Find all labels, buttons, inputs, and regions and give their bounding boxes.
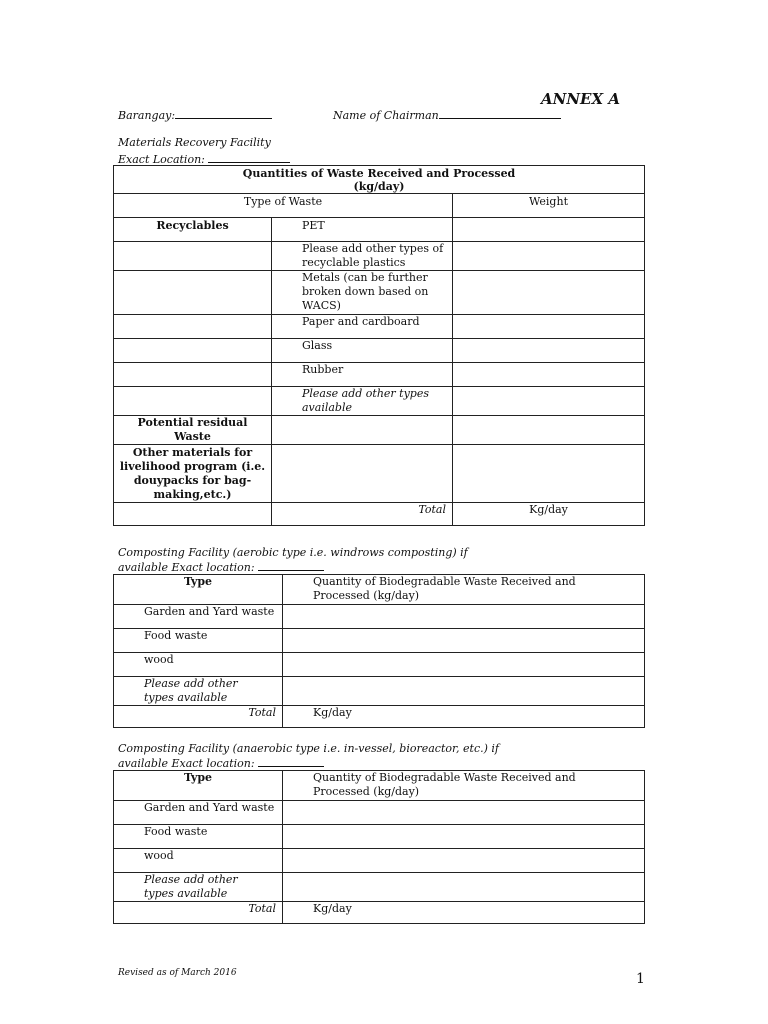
- barangay-field: [118, 107, 272, 122]
- quantity-cell[interactable]: [283, 605, 645, 629]
- quantity-cell[interactable]: [283, 629, 645, 653]
- quantity-cell[interactable]: [283, 825, 645, 849]
- mrf-table-title: [114, 166, 645, 194]
- weight-cell[interactable]: [453, 445, 645, 503]
- weight-cell[interactable]: [453, 363, 645, 387]
- table-row: [114, 315, 645, 339]
- col-type: Type: [114, 575, 283, 605]
- type-label: Garden and Yard waste: [114, 801, 283, 825]
- total-unit: Kg/day: [283, 902, 645, 924]
- weight-cell[interactable]: [453, 387, 645, 416]
- quantity-cell[interactable]: [283, 849, 645, 873]
- col-quantity: Quantity of Biodegradable Waste Received and Processed (kg/day): [283, 771, 645, 801]
- table-row: [114, 416, 645, 445]
- chairman-blank[interactable]: [439, 107, 561, 119]
- table-header-row: [114, 575, 645, 605]
- mrf-location-field: [118, 151, 290, 166]
- type-label: wood: [114, 849, 283, 873]
- empty-cell: [114, 363, 272, 387]
- item-label: Glass: [272, 339, 453, 363]
- table-row: [114, 363, 645, 387]
- empty-cell: [114, 387, 272, 416]
- table-row: [114, 677, 645, 706]
- table-row: [114, 339, 645, 363]
- total-label: Total: [114, 902, 283, 924]
- table-row: [114, 242, 645, 271]
- chairman-field: [333, 107, 561, 122]
- table-row: [114, 849, 645, 873]
- empty-cell: [114, 339, 272, 363]
- exact-location-label: Exact Location:: [118, 153, 205, 166]
- type-label: Garden and Yard waste: [114, 605, 283, 629]
- quantity-cell[interactable]: [283, 653, 645, 677]
- mrf-label: Materials Recovery Facility: [118, 136, 271, 149]
- item-label: Please add other types available: [272, 387, 453, 416]
- item-label: PET: [272, 218, 453, 242]
- quantity-cell[interactable]: [283, 873, 645, 902]
- total-label: Total: [114, 706, 283, 728]
- residual-waste-label: Potential residual Waste: [114, 416, 272, 445]
- anaerobic-table: [113, 770, 645, 924]
- total-label: Total: [272, 503, 453, 526]
- type-label: Food waste: [114, 825, 283, 849]
- quantity-cell[interactable]: [283, 677, 645, 706]
- aerobic-table: [113, 574, 645, 728]
- empty-cell: [114, 315, 272, 339]
- empty-cell[interactable]: [272, 445, 453, 503]
- total-row: [114, 503, 645, 526]
- anaerobic-caption: [118, 742, 499, 770]
- chairman-label: Name of Chairman: [333, 109, 439, 122]
- empty-cell: [114, 242, 272, 271]
- aerobic-location-label: available Exact location:: [118, 561, 255, 574]
- type-label: Please add other types available: [114, 677, 283, 706]
- item-label: Please add other types of recyclable plastics: [272, 242, 453, 271]
- exact-location-blank[interactable]: [208, 151, 290, 163]
- empty-cell: [114, 271, 272, 315]
- total-unit: Kg/day: [453, 503, 645, 526]
- revision-note: Revised as of March 2016: [118, 968, 237, 978]
- total-unit: Kg/day: [283, 706, 645, 728]
- weight-cell[interactable]: [453, 218, 645, 242]
- col-quantity: Quantity of Biodegradable Waste Received and Processed (kg/day): [283, 575, 645, 605]
- aerobic-caption-line-2: [118, 559, 468, 574]
- weight-cell[interactable]: [453, 315, 645, 339]
- annex-title: ANNEX A: [541, 90, 620, 108]
- anaerobic-caption-line-1: Composting Facility (anaerobic type i.e. in-vessel, bioreactor, etc.) if: [118, 742, 500, 755]
- table-row: [114, 218, 645, 242]
- anaerobic-location-label: available Exact location:: [118, 757, 255, 770]
- weight-cell[interactable]: [453, 339, 645, 363]
- aerobic-caption: [118, 546, 468, 574]
- anaerobic-location-blank[interactable]: [258, 755, 324, 767]
- table-row: [114, 801, 645, 825]
- category-recyclables: Recyclables: [114, 218, 272, 242]
- barangay-blank[interactable]: [175, 107, 272, 119]
- table-title-row: [114, 166, 645, 194]
- col-weight: Weight: [453, 194, 645, 218]
- page-number: 1: [636, 971, 645, 987]
- total-row: [114, 706, 645, 728]
- title-line-1: Quantities of Waste Received and Processed: [242, 167, 516, 180]
- item-label: Metals (can be further broken down based on WACS): [272, 271, 453, 315]
- other-materials-label: Other materials for livelihood program (i.e. douypacks for bag-making,etc.): [114, 445, 272, 503]
- empty-cell: [114, 503, 272, 526]
- table-row: [114, 271, 645, 315]
- barangay-label: Barangay:: [118, 109, 176, 122]
- table-header-row: [114, 771, 645, 801]
- item-label: Paper and cardboard: [272, 315, 453, 339]
- weight-cell[interactable]: [453, 416, 645, 445]
- table-row: [114, 387, 645, 416]
- anaerobic-caption-line-2: [118, 755, 499, 770]
- weight-cell[interactable]: [453, 271, 645, 315]
- item-label: Rubber: [272, 363, 453, 387]
- type-label: wood: [114, 653, 283, 677]
- title-line-2: (kg/day): [353, 180, 405, 193]
- table-header-row: [114, 194, 645, 218]
- empty-cell[interactable]: [272, 416, 453, 445]
- table-row: [114, 629, 645, 653]
- col-type-of-waste: Type of Waste: [114, 194, 453, 218]
- table-row: [114, 653, 645, 677]
- type-label: Please add other types available: [114, 873, 283, 902]
- aerobic-location-blank[interactable]: [258, 559, 324, 571]
- table-row: [114, 825, 645, 849]
- quantity-cell[interactable]: [283, 801, 645, 825]
- aerobic-caption-line-1: Composting Facility (aerobic type i.e. windrows composting) if: [118, 546, 468, 559]
- col-type: Type: [114, 771, 283, 801]
- weight-cell[interactable]: [453, 242, 645, 271]
- table-row: [114, 445, 645, 503]
- type-label: Food waste: [114, 629, 283, 653]
- total-row: [114, 902, 645, 924]
- table-row: [114, 605, 645, 629]
- table-row: [114, 873, 645, 902]
- mrf-table: [113, 165, 645, 526]
